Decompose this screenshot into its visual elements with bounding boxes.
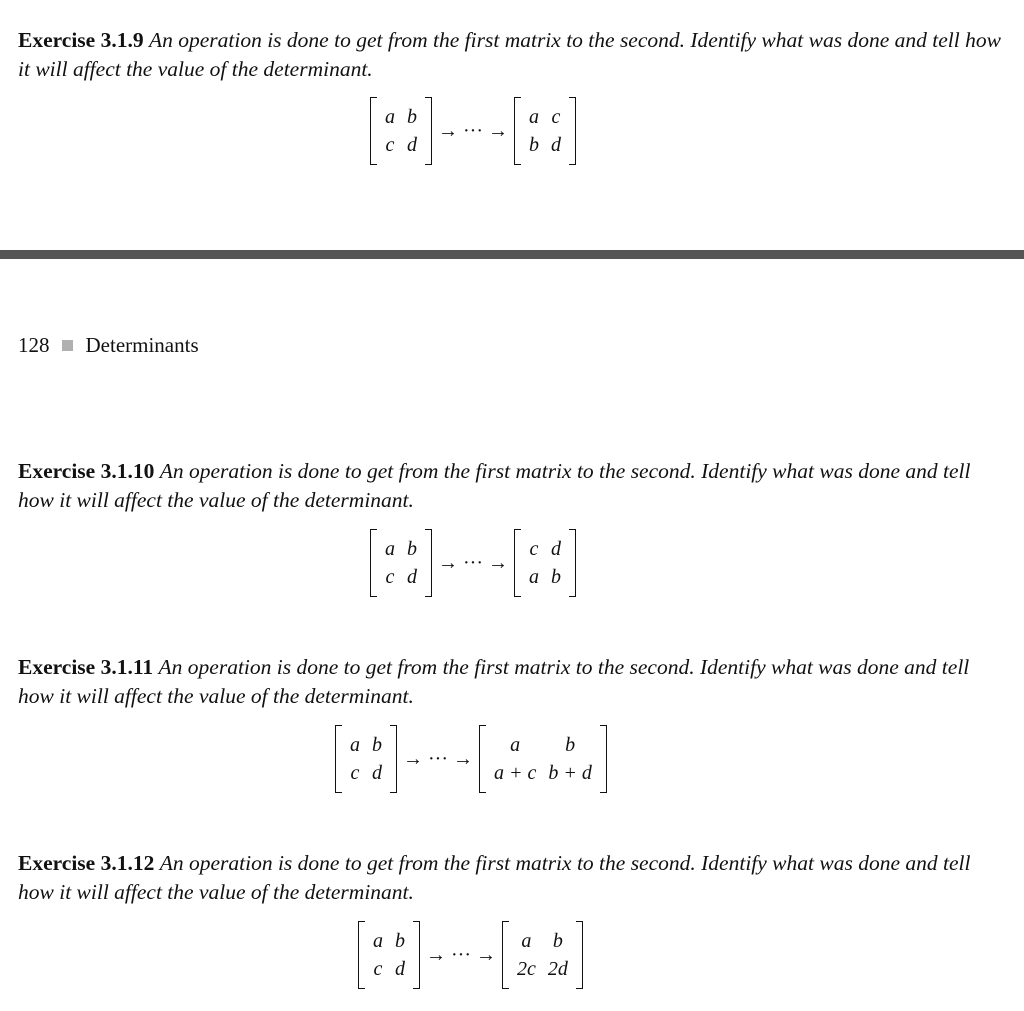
source-matrix xyxy=(358,925,420,985)
matrix-entry: a xyxy=(510,734,521,756)
matrix-entry: c xyxy=(385,134,395,156)
chapter-title: Determinants xyxy=(85,333,199,357)
matrix-entry: a xyxy=(385,106,395,128)
exercise-prompt: An operation is done to get from the first matrix to the second. Identify what was done and tell how it will affect the value of the determinant. xyxy=(18,851,971,904)
exercise-prompt: An operation is done to get from the first matrix to the second. Identify what was done and tell how it will affect the value of the determinant. xyxy=(18,459,971,512)
matrix-entry: b xyxy=(407,538,417,560)
page-separator xyxy=(0,250,1024,259)
matrix-entry: b xyxy=(407,106,417,128)
exercise-label: Exercise 3.1.12 xyxy=(18,851,155,875)
matrix-transformation xyxy=(370,533,576,593)
page-header xyxy=(18,333,199,358)
exercise-3-1-9 xyxy=(18,26,1008,84)
target-matrix xyxy=(514,533,576,593)
arrow-sequence: → ··· → xyxy=(438,119,508,142)
matrix-entry: a xyxy=(385,538,395,560)
matrix-entry: a + c xyxy=(493,762,537,784)
matrix-entry: b xyxy=(372,734,382,756)
matrix-entry: c xyxy=(529,538,539,560)
matrix-entry: b xyxy=(550,566,561,588)
exercise-prompt: An operation is done to get from the first matrix to the second. Identify what was done and tell how it will affect the value of the determinant. xyxy=(18,28,1001,81)
matrix-entry: c xyxy=(385,566,395,588)
matrix-entry: b + d xyxy=(548,762,592,784)
matrix-entry: b xyxy=(565,734,576,756)
matrix-entry: 2d xyxy=(547,958,568,980)
matrix-transformation xyxy=(358,925,583,985)
matrix-entry: c xyxy=(350,762,360,784)
matrix-entry: d xyxy=(407,566,417,588)
matrix-entry: 2c xyxy=(516,958,536,980)
exercise-label: Exercise 3.1.10 xyxy=(18,459,155,483)
exercise-label: Exercise 3.1.9 xyxy=(18,28,144,52)
matrix-entry: c xyxy=(551,106,561,128)
exercise-3-1-12 xyxy=(18,849,1008,907)
matrix-entry: b xyxy=(552,930,563,952)
arrow-sequence: → ··· → xyxy=(438,551,508,574)
exercise-3-1-11 xyxy=(18,653,1008,711)
matrix-entry: b xyxy=(528,134,539,156)
arrow-sequence: → ··· → xyxy=(426,943,496,966)
target-matrix xyxy=(479,729,607,789)
page-number: 128 xyxy=(18,333,50,357)
matrix-entry: a xyxy=(373,930,383,952)
matrix-transformation xyxy=(335,729,607,789)
matrix-transformation xyxy=(370,101,576,161)
matrix-entry: c xyxy=(373,958,383,980)
target-matrix xyxy=(514,101,576,161)
exercise-3-1-10 xyxy=(18,457,1008,515)
exercise-prompt: An operation is done to get from the first matrix to the second. Identify what was done and tell how it will affect the value of the determinant. xyxy=(18,655,970,708)
square-bullet-icon xyxy=(62,340,73,351)
matrix-entry: d xyxy=(395,958,405,980)
target-matrix xyxy=(502,925,583,985)
matrix-entry: d xyxy=(550,538,561,560)
source-matrix xyxy=(370,101,432,161)
arrow-sequence: → ··· → xyxy=(403,747,473,770)
matrix-entry: a xyxy=(521,930,532,952)
matrix-entry: a xyxy=(350,734,360,756)
matrix-entry: a xyxy=(528,106,539,128)
matrix-entry: b xyxy=(395,930,405,952)
matrix-entry: d xyxy=(372,762,382,784)
matrix-entry: d xyxy=(550,134,561,156)
matrix-entry: a xyxy=(528,566,539,588)
source-matrix xyxy=(370,533,432,593)
matrix-entry: d xyxy=(407,134,417,156)
exercise-label: Exercise 3.1.11 xyxy=(18,655,154,679)
source-matrix xyxy=(335,729,397,789)
